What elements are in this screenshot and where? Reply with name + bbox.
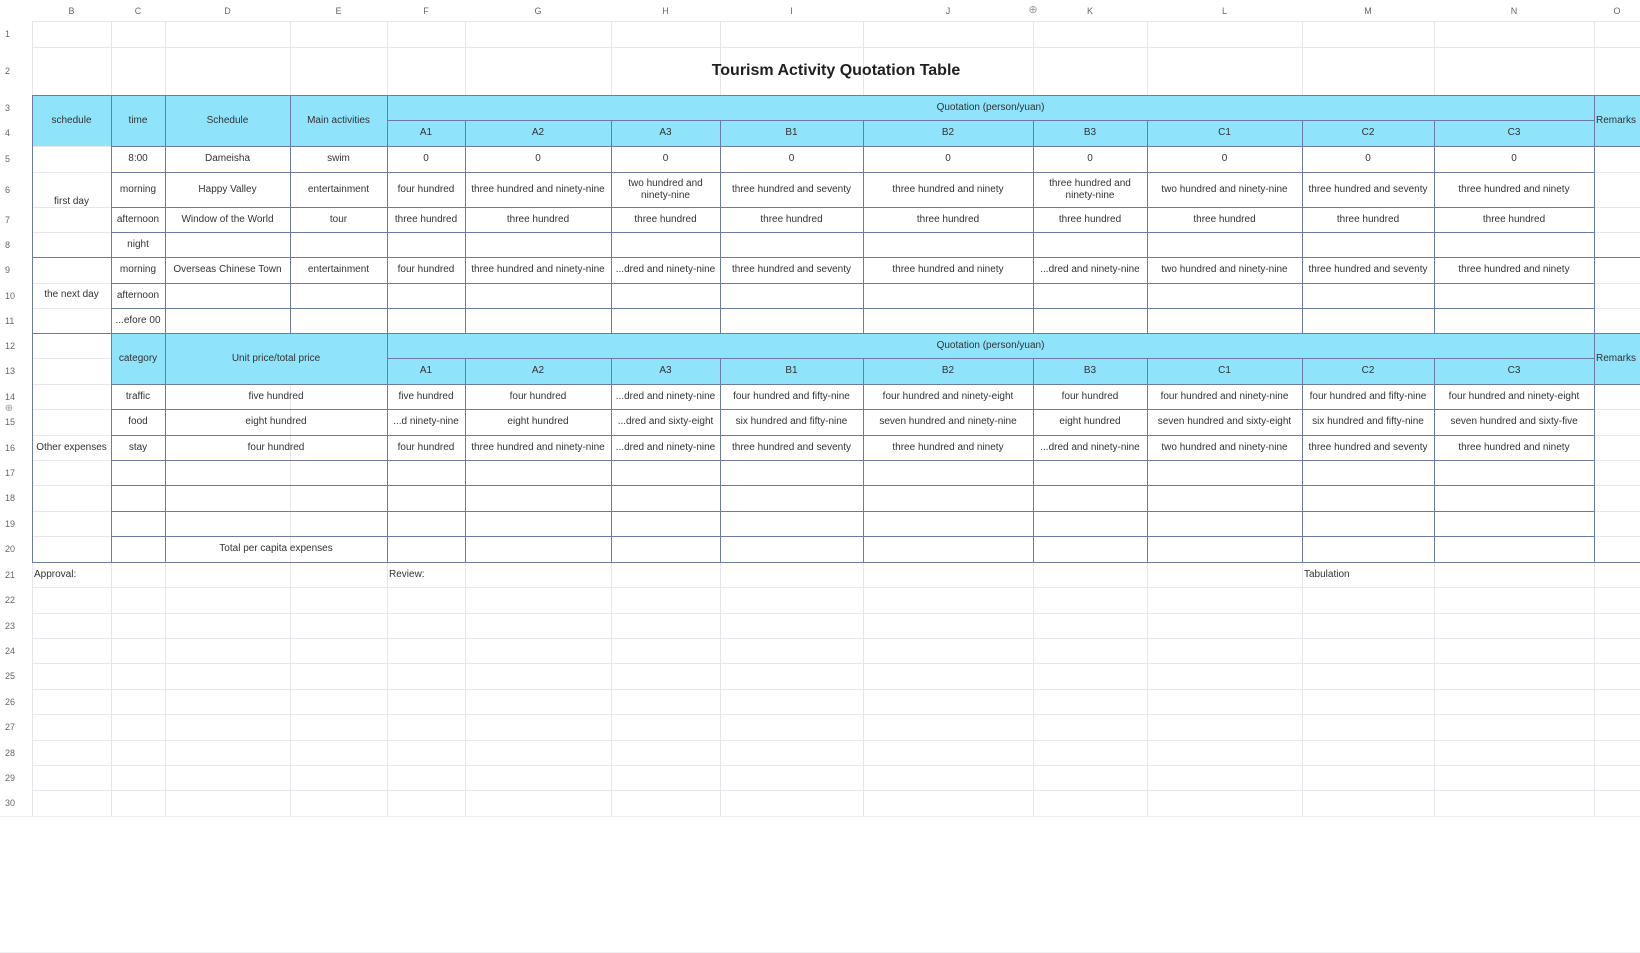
price-cell[interactable]: three hundred and ninety [1458, 183, 1570, 195]
header-tier-c3[interactable]: C3 [1434, 120, 1594, 146]
table-border-h [111, 485, 1595, 486]
price-cell[interactable]: three hundred [394, 213, 458, 225]
sheet-title[interactable]: Tourism Activity Quotation Table [711, 62, 961, 79]
header-tier-a1[interactable]: A1 [387, 120, 465, 146]
grid-row-line [0, 740, 1640, 741]
expense-price-cell[interactable]: eight hundred [1059, 416, 1121, 427]
column-header-i[interactable]: I [720, 0, 863, 21]
place-cell[interactable]: Happy Valley [198, 183, 257, 195]
table-border-v [165, 95, 166, 563]
grid-row-line [0, 638, 1640, 639]
row-header-19[interactable]: 19 [0, 511, 32, 536]
expense-price-cell[interactable]: three hundred and ninety [892, 441, 1004, 453]
price-cell[interactable]: 0 [945, 153, 951, 164]
table-border-v [720, 358, 721, 563]
price-cell[interactable]: three hundred and ninety [1458, 264, 1570, 275]
price-cell[interactable]: four hundred [397, 183, 455, 195]
column-header-j[interactable]: J [863, 0, 1033, 21]
header-tier-c2[interactable]: C2 [1302, 120, 1434, 146]
time-cell[interactable]: morning [119, 183, 157, 195]
table-border-v [1302, 358, 1303, 563]
table-border-h [111, 536, 1595, 537]
total-per-capita-label[interactable]: Total per capita expenses [219, 543, 333, 554]
table-border-h [111, 146, 1595, 147]
header-tier-a2[interactable]: A2 [465, 358, 611, 384]
expense-price-cell[interactable]: four hundred and ninety-nine [1160, 390, 1289, 402]
table-border-v [863, 120, 864, 334]
row-header-2[interactable]: 2 [0, 47, 32, 95]
grid-row-line [0, 714, 1640, 715]
price-cell[interactable]: three hundred and ninety-nine [471, 183, 605, 195]
row-header-9[interactable]: 9 [0, 257, 32, 283]
price-cell[interactable]: 0 [788, 153, 795, 164]
expense-price-cell[interactable]: four hundred and fifty-nine [1309, 390, 1427, 402]
table-border-h [111, 308, 1595, 309]
expense-price-cell[interactable]: three hundred and ninety-nine [471, 441, 605, 453]
price-cell[interactable]: 0 [1221, 153, 1228, 164]
table-border-h [387, 358, 1595, 359]
table-border-v [387, 95, 388, 563]
header-tier-b1[interactable]: B1 [720, 120, 863, 146]
price-cell[interactable]: ...dred and ninety-nine [615, 264, 716, 275]
insert-column-icon[interactable]: ⊕ [1028, 4, 1038, 16]
expense-price-cell[interactable]: six hundred and fifty-nine [1312, 416, 1424, 427]
table-border-h [1594, 384, 1640, 385]
column-header-d[interactable]: D [165, 0, 290, 21]
price-cell[interactable]: ...dred and ninety-nine [1040, 264, 1140, 275]
price-cell[interactable]: three hundred and ninety [892, 264, 1004, 275]
expense-unit-price[interactable]: four hundred [247, 441, 305, 453]
header-tier-c1[interactable]: C1 [1147, 358, 1302, 384]
expense-price-cell[interactable]: seven hundred and ninety-nine [879, 416, 1017, 427]
table-border-h [32, 333, 1640, 334]
row-header-16[interactable]: 16 [0, 435, 32, 460]
table-border-h [111, 172, 1595, 173]
activity-cell[interactable]: tour [329, 213, 348, 225]
review-label[interactable]: Review: [389, 568, 425, 580]
place-cell[interactable]: Dameisha [204, 153, 251, 164]
column-header-k[interactable]: K [1033, 0, 1147, 21]
price-cell[interactable]: 0 [423, 153, 429, 164]
expense-price-cell[interactable]: four hundred and fifty-nine [733, 390, 850, 402]
table-border-h [111, 435, 1595, 436]
row-header-4[interactable]: 4 [0, 120, 32, 146]
price-cell[interactable]: three hundred and seventy [1308, 264, 1428, 275]
table-border-v [1147, 120, 1148, 334]
grid-row-line [0, 21, 1640, 22]
column-header-m[interactable]: M [1302, 0, 1434, 21]
activity-cell[interactable]: entertainment [307, 264, 370, 275]
day-label-first[interactable]: first day [53, 195, 89, 207]
expense-category[interactable]: stay [128, 441, 148, 453]
price-cell[interactable]: three hundred and ninety [892, 183, 1004, 195]
activity-cell[interactable]: entertainment [307, 183, 370, 195]
expense-price-cell[interactable]: two hundred and ninety-nine [1161, 441, 1288, 453]
time-cell[interactable]: afternoon [116, 213, 160, 225]
expense-price-cell[interactable]: four hundred [397, 441, 455, 453]
row-header-22[interactable]: 22 [0, 587, 32, 613]
header-remarks-expenses[interactable]: Remarks [1594, 333, 1640, 384]
table-border-v [290, 95, 291, 334]
table-border-v [1434, 358, 1435, 563]
insert-row-icon[interactable]: ⊕ [4, 403, 14, 414]
row-header-30[interactable]: 30 [0, 790, 32, 816]
table-border-v [1033, 120, 1034, 334]
table-border-v [720, 120, 721, 334]
row-header-28[interactable]: 28 [0, 740, 32, 765]
row-header-7[interactable]: 7 [0, 207, 32, 232]
header-time[interactable]: time [111, 95, 165, 146]
price-cell[interactable]: three hundred and ninety-nine [471, 264, 605, 275]
price-cell[interactable]: 0 [1087, 153, 1093, 164]
expense-price-cell[interactable]: four hundred and ninety-eight [1448, 390, 1580, 402]
header-tier-a3[interactable]: A3 [611, 358, 720, 384]
header-main-activities[interactable]: Main activities [290, 95, 387, 146]
row-header-17[interactable]: 17 [0, 460, 32, 485]
price-cell[interactable]: three hundred and seventy [1308, 183, 1428, 195]
row-header-13[interactable]: 13 [0, 358, 32, 384]
header-tier-b1[interactable]: B1 [720, 358, 863, 384]
row-header-3[interactable]: 3 [0, 95, 32, 120]
row-header-10[interactable]: 10 [0, 283, 32, 308]
column-header-c[interactable]: C [111, 0, 165, 21]
price-cell[interactable]: three hundred [760, 213, 823, 225]
table-border-v [1434, 120, 1435, 334]
expense-price-cell[interactable]: ...d ninety-nine [393, 416, 459, 427]
header-tier-c2[interactable]: C2 [1302, 358, 1434, 384]
expense-price-cell[interactable]: seven hundred and sixty-eight [1157, 416, 1292, 427]
table-border-h [111, 232, 1595, 233]
table-border-h [111, 511, 1595, 512]
column-header-n[interactable]: N [1434, 0, 1594, 21]
price-cell[interactable]: 0 [1365, 153, 1371, 164]
header-tier-b2[interactable]: B2 [863, 358, 1033, 384]
grid-row-line [0, 689, 1640, 690]
expense-price-cell[interactable]: ...dred and ninety-nine [615, 441, 716, 453]
header-tier-b3[interactable]: B3 [1033, 358, 1147, 384]
row-header-29[interactable]: 29 [0, 765, 32, 790]
row-header-15[interactable]: 15 [0, 409, 32, 435]
row-header-24[interactable]: 24 [0, 638, 32, 663]
price-cell[interactable]: 0 [662, 153, 669, 164]
header-category[interactable]: category [111, 333, 165, 384]
time-cell[interactable]: afternoon [116, 289, 160, 301]
row-header-18[interactable]: 18 [0, 485, 32, 511]
row-header-1[interactable]: 1 [0, 21, 32, 47]
expense-unit-price[interactable]: eight hundred [245, 416, 307, 427]
header-tier-c1[interactable]: C1 [1147, 120, 1302, 146]
table-border-v [1302, 120, 1303, 334]
row-header-25[interactable]: 25 [0, 663, 32, 689]
header-quotation-expenses[interactable]: Quotation (person/yuan) [387, 333, 1594, 358]
table-border-h [111, 460, 1595, 461]
price-cell[interactable]: three hundred [916, 213, 980, 225]
row-header-26[interactable]: 26 [0, 689, 32, 714]
price-cell[interactable]: three hundred and ninety-nine [1049, 177, 1131, 201]
price-cell[interactable]: three hundred [506, 213, 570, 225]
price-cell[interactable]: three hundred [1193, 213, 1256, 225]
expense-price-cell[interactable]: four hundred [1061, 390, 1119, 402]
approval-label[interactable]: Approval: [34, 568, 77, 580]
expense-price-cell[interactable]: ...dred and ninety-nine [615, 390, 716, 402]
expense-category[interactable]: food [128, 416, 148, 427]
table-border-v [465, 358, 466, 563]
table-border-v [863, 358, 864, 563]
header-schedule[interactable]: schedule [32, 95, 111, 146]
header-tier-a1[interactable]: A1 [387, 358, 465, 384]
price-cell[interactable]: two hundred and ninety-nine [628, 177, 703, 201]
row-header-21[interactable]: 21 [0, 562, 32, 587]
table-border-v [1147, 358, 1148, 563]
time-cell[interactable]: night [127, 238, 149, 250]
table-border-v [611, 358, 612, 563]
column-header-o[interactable]: O [1594, 0, 1640, 21]
table-border-h [111, 283, 1595, 284]
table-border-v [1033, 358, 1034, 563]
table-border-v [465, 120, 466, 334]
expense-price-cell[interactable]: three hundred and ninety [1458, 441, 1570, 453]
expense-price-cell[interactable]: five hundred [398, 390, 454, 402]
column-header-h[interactable]: H [611, 0, 720, 21]
table-border-h [32, 95, 1640, 96]
price-cell[interactable]: three hundred and seventy [732, 264, 851, 275]
table-border-h [111, 384, 1595, 385]
price-cell[interactable]: three hundred [634, 213, 697, 225]
expense-category[interactable]: traffic [125, 390, 151, 402]
header-tier-b2[interactable]: B2 [863, 120, 1033, 146]
table-border-h [1594, 146, 1640, 147]
grid-row-line [0, 587, 1640, 588]
expense-price-cell[interactable]: four hundred [509, 390, 567, 402]
column-header-f[interactable]: F [387, 0, 465, 21]
table-border-h [32, 257, 1640, 258]
expense-price-cell[interactable]: three hundred and seventy [732, 441, 851, 453]
column-header-l[interactable]: L [1147, 0, 1302, 21]
expense-price-cell[interactable]: ...dred and ninety-nine [1040, 441, 1140, 453]
grid-row-line [0, 663, 1640, 664]
table-border-h [387, 120, 1595, 121]
table-border-h [32, 562, 1640, 563]
time-cell[interactable]: ...efore 00 [115, 314, 161, 326]
grid-row-line [0, 613, 1640, 614]
header-tier-a3[interactable]: A3 [611, 120, 720, 146]
table-border-v [611, 120, 612, 334]
price-cell[interactable]: 0 [1511, 153, 1517, 164]
row-header-20[interactable]: 20 [0, 536, 32, 562]
table-border-v [1594, 95, 1595, 563]
time-cell[interactable]: morning [119, 264, 157, 275]
expense-price-cell[interactable]: three hundred and seventy [1308, 441, 1428, 453]
table-border-v [32, 95, 33, 563]
place-cell[interactable]: Overseas Chinese Town [173, 264, 282, 275]
day-label-next[interactable]: the next day [44, 289, 99, 300]
place-cell[interactable]: Window of the World [181, 213, 274, 225]
table-border-v [111, 95, 112, 563]
row-header-14[interactable]: 14 [0, 384, 32, 409]
price-cell[interactable]: 0 [535, 153, 541, 164]
header-unit-price[interactable]: Unit price/total price [165, 333, 387, 384]
table-border-h [111, 207, 1595, 208]
header-tier-a2[interactable]: A2 [465, 120, 611, 146]
column-header-g[interactable]: G [465, 0, 611, 21]
expense-price-cell[interactable]: six hundred and fifty-nine [735, 416, 848, 427]
time-cell[interactable]: 8:00 [128, 153, 148, 164]
price-cell[interactable]: two hundred and ninety-nine [1161, 264, 1288, 275]
row-header-27[interactable]: 27 [0, 714, 32, 740]
sheet-footer-area [0, 816, 1640, 953]
grid-row-line [0, 790, 1640, 791]
price-cell[interactable]: three hundred [1058, 213, 1122, 225]
row-header-12[interactable]: 12 [0, 333, 32, 358]
header-remarks[interactable]: Remarks [1594, 95, 1640, 146]
header-tier-c3[interactable]: C3 [1434, 358, 1594, 384]
expense-price-cell[interactable]: ...dred and sixty-eight [617, 416, 714, 427]
expense-price-cell[interactable]: eight hundred [507, 416, 569, 427]
row-header-8[interactable]: 8 [0, 232, 32, 257]
grid-row-line [0, 765, 1640, 766]
price-cell[interactable]: three hundred [1482, 213, 1546, 225]
day-label-other[interactable]: Other expenses [36, 441, 107, 453]
header-schedule-place[interactable]: Schedule [165, 95, 290, 146]
table-border-h [111, 409, 1595, 410]
column-header-e[interactable]: E [290, 0, 387, 21]
tabulation-label[interactable]: Tabulation [1304, 568, 1350, 580]
column-header-b[interactable]: B [32, 0, 111, 21]
price-cell[interactable]: four hundred [397, 264, 455, 275]
price-cell[interactable]: two hundred and ninety-nine [1161, 183, 1288, 195]
price-cell[interactable]: three hundred [1336, 213, 1400, 225]
row-header-23[interactable]: 23 [0, 613, 32, 638]
activity-cell[interactable]: swim [327, 153, 350, 164]
row-header-11[interactable]: 11 [0, 308, 32, 333]
header-tier-b3[interactable]: B3 [1033, 120, 1147, 146]
row-header-5[interactable]: 5 [0, 146, 32, 172]
header-quotation[interactable]: Quotation (person/yuan) [387, 95, 1594, 120]
expense-unit-price[interactable]: five hundred [248, 390, 304, 402]
row-header-6[interactable]: 6 [0, 172, 32, 207]
expense-price-cell[interactable]: seven hundred and sixty-five [1450, 416, 1578, 427]
price-cell[interactable]: three hundred and seventy [732, 183, 851, 195]
expense-price-cell[interactable]: four hundred and ninety-eight [882, 390, 1014, 402]
